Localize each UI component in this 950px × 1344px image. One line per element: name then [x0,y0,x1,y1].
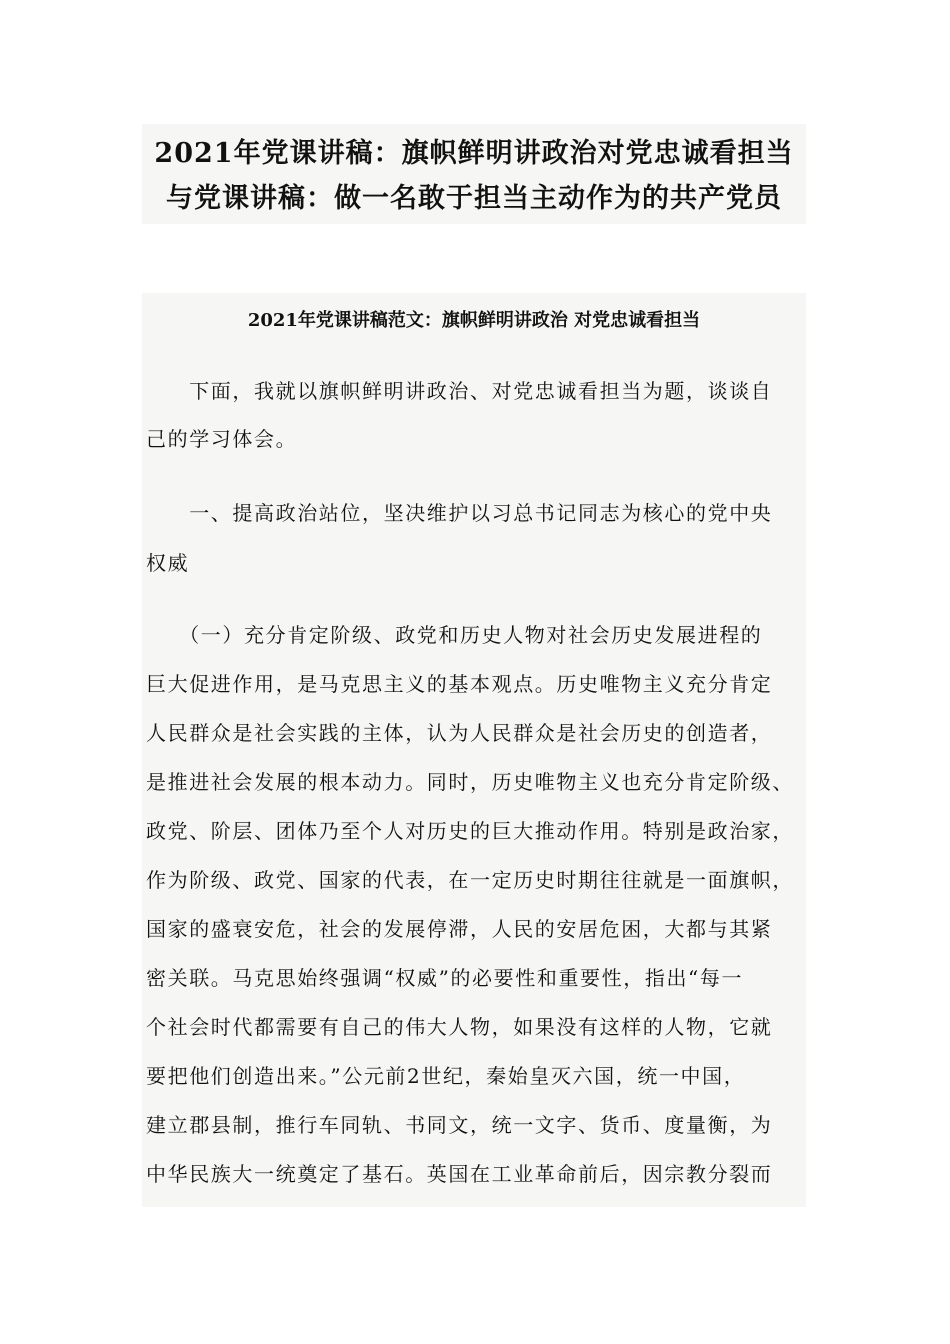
title-line-1: 2021年党课讲稿：旗帜鲜明讲政治对党忠诚看担当 [154,138,794,169]
body-line: 要把他们创造出来。”公元前2世纪，秦始皇灭六国，统一中国， [146,1064,746,1088]
document-title [142,124,806,224]
section-subtitle: 2021年党课讲稿范文：旗帜鲜明讲政治 对党忠诚看担当 [247,310,701,331]
body-line: 权威 [146,551,190,575]
body-line: 建立郡县制，推行车同轨、书同文，统一文字、货币、度量衡，为 [146,1113,773,1137]
document-body [142,293,806,1207]
title-line-2: 与党课讲稿：做一名敢于担当主动作为的共产党员 [166,183,782,214]
body-line: 密关联。马克思始终强调“权威”的必要性和重要性，指出“每一 [146,966,744,990]
body-line: 是推进社会发展的根本动力。同时，历史唯物主义也充分肯定阶级、 [146,770,794,794]
body-line: 下面，我就以旗帜鲜明讲政治、对党忠诚看担当为题，谈谈自 [146,379,773,403]
body-line: 国家的盛衰安危，社会的发展停滞，人民的安居危困，大都与其紧 [146,917,773,941]
body-line: 人民群众是社会实践的主体，认为人民群众是社会历史的创造者， [146,721,773,745]
body-line: 政党、阶层、团体乃至个人对历史的巨大推动作用。特别是政治家， [146,819,794,843]
body-line: 个社会时代都需要有自己的伟大人物，如果没有这样的人物，它就 [146,1015,773,1039]
body-line: （一）充分肯定阶级、政党和历史人物对社会历史发展进程的 [146,623,763,647]
body-line: 一、提高政治站位，坚决维护以习总书记同志为核心的党中央 [146,501,773,525]
body-line: 作为阶级、政党、国家的代表，在一定历史时期往往就是一面旗帜， [146,868,794,892]
body-line: 己的学习体会。 [146,427,298,451]
body-line: 中华民族大一统奠定了基石。英国在工业革命前后，因宗教分裂而 [146,1162,773,1186]
body-line: 巨大促进作用，是马克思主义的基本观点。历史唯物主义充分肯定 [146,672,773,696]
